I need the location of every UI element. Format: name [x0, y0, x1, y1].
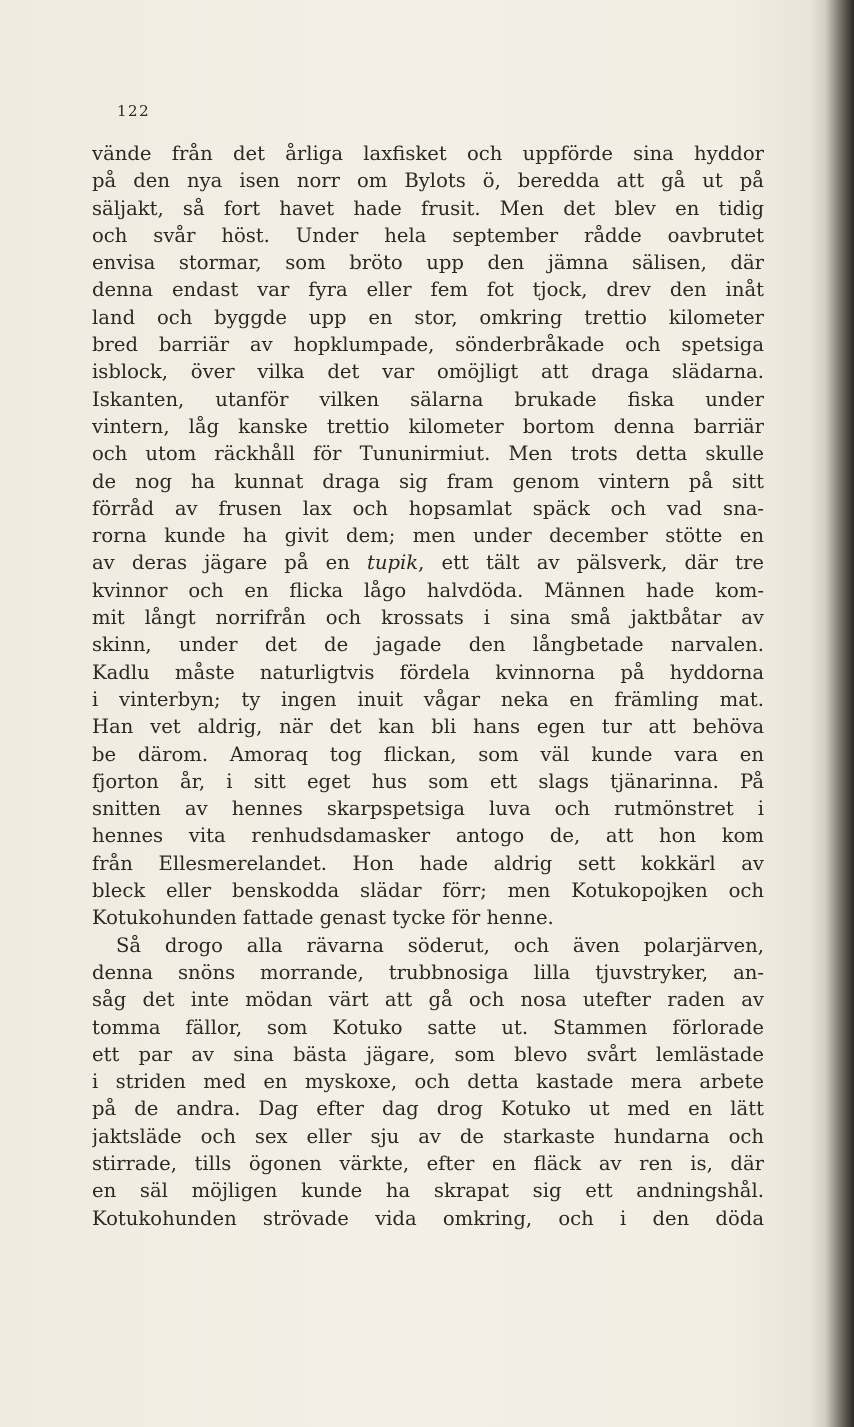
- text-line: denna endast var fyra eller fem fot tjock, drev den inåt: [92, 278, 764, 302]
- text-line: bleck eller benskodda slädar förr; men Kotukopojken och: [92, 879, 764, 903]
- text-line: vände från det årliga laxfisket och uppförde sina hyddor: [92, 142, 764, 165]
- paragraph-start-line: Så drogo alla rävarna söderut, och även polarjärven,: [116, 933, 764, 957]
- text-line: be därom. Amoraq tog flickan, som väl kunde vara en: [92, 742, 764, 766]
- text-line: kvinnor och en flicka lågo halvdöda. Männen hade kom-: [92, 578, 764, 602]
- body-text: [92, 140, 764, 1232]
- text-line: en säl möjligen kunde ha skrapat sig ett andningshål.: [92, 1179, 764, 1203]
- text-segment: , ett tält av pälsverk, där tre: [418, 551, 764, 575]
- text-line: denna snöns morrande, trubbnosiga lilla tjuvstryker, an-: [92, 960, 764, 984]
- text-line: på de andra. Dag efter dag drog Kotuko ut med en lätt: [92, 1097, 764, 1121]
- text-line: de nog ha kunnat draga sig fram genom vintern på sitt: [92, 469, 764, 493]
- text-line: envisa stormar, som bröto upp den jämna sälisen, där: [92, 251, 764, 275]
- text-line: från Ellesmerelandet. Hon hade aldrig sett kokkärl av: [92, 851, 764, 875]
- text-line: i vinterbyn; ty ingen inuit vågar neka en främling mat.: [92, 687, 764, 711]
- text-line: på den nya isen norr om Bylots ö, beredda att gå ut på: [92, 169, 764, 193]
- text-line: i striden med en myskoxe, och detta kastade mera arbete: [92, 1070, 764, 1094]
- text-line: rorna kunde ha givit dem; men under december stötte en: [92, 524, 764, 548]
- text-line: hennes vita renhudsdamasker antogo de, att hon kom: [92, 824, 764, 848]
- italic-word: tupik: [366, 551, 419, 575]
- paragraph-end-line: Kotukohunden fattade genast tycke för henne.: [92, 906, 554, 930]
- book-spine-shadow: [810, 0, 854, 1427]
- text-line: fjorton år, i sitt eget hus som ett slags tjänarinna. På: [92, 769, 764, 793]
- text-line: förråd av frusen lax och hopsamlat späck och vad sna-: [92, 496, 764, 520]
- text-line: mit långt norrifrån och krossats i sina små jaktbåtar av: [92, 606, 764, 630]
- text-line: tomma fällor, som Kotuko satte ut. Stammen förlorade: [92, 1015, 764, 1039]
- text-line: Han vet aldrig, när det kan bli hans egen tur att behöva: [92, 715, 764, 739]
- text-line: ett par av sina bästa jägare, som blevo svårt lemlästade: [92, 1042, 764, 1066]
- text-line: vintern, låg kanske trettio kilometer bortom denna barriär: [92, 414, 764, 438]
- text-line: snitten av hennes skarpspetsiga luva och rutmönstret i: [92, 797, 764, 821]
- text-line: och svår höst. Under hela september rådde oavbrutet: [92, 223, 764, 247]
- text-line: isblock, över vilka det var omöjligt att draga slädarna.: [92, 360, 764, 384]
- text-line: säljakt, så fort havet hade frusit. Men det blev en tidig: [92, 196, 764, 220]
- text-line: Iskanten, utanför vilken sälarna brukade fiska under: [92, 387, 764, 411]
- text-line: skinn, under det de jagade den långbetade narvalen.: [92, 633, 764, 657]
- text-line: land och byggde upp en stor, omkring trettio kilometer: [92, 305, 764, 329]
- text-line: stirrade, tills ögonen värkte, efter en fläck av ren is, där: [92, 1151, 764, 1175]
- text-line: Kotukohunden strövade vida omkring, och i den döda: [92, 1206, 764, 1230]
- text-segment: av deras jägare på en: [92, 551, 367, 575]
- text-line: och utom räckhåll för Tununirmiut. Men trots detta skulle: [92, 442, 764, 466]
- text-line: såg det inte mödan värt att gå och nosa utefter raden av: [92, 988, 764, 1012]
- text-line-with-italic: [92, 549, 764, 576]
- text-line: jaktsläde och sex eller sju av de starkaste hundarna och: [92, 1124, 764, 1148]
- text-line: bred barriär av hopklumpade, sönderbråkade och spetsiga: [92, 333, 764, 357]
- page-number: 122: [117, 102, 151, 120]
- text-line: Kadlu måste naturligtvis fördela kvinnorna på hyddorna: [92, 660, 764, 684]
